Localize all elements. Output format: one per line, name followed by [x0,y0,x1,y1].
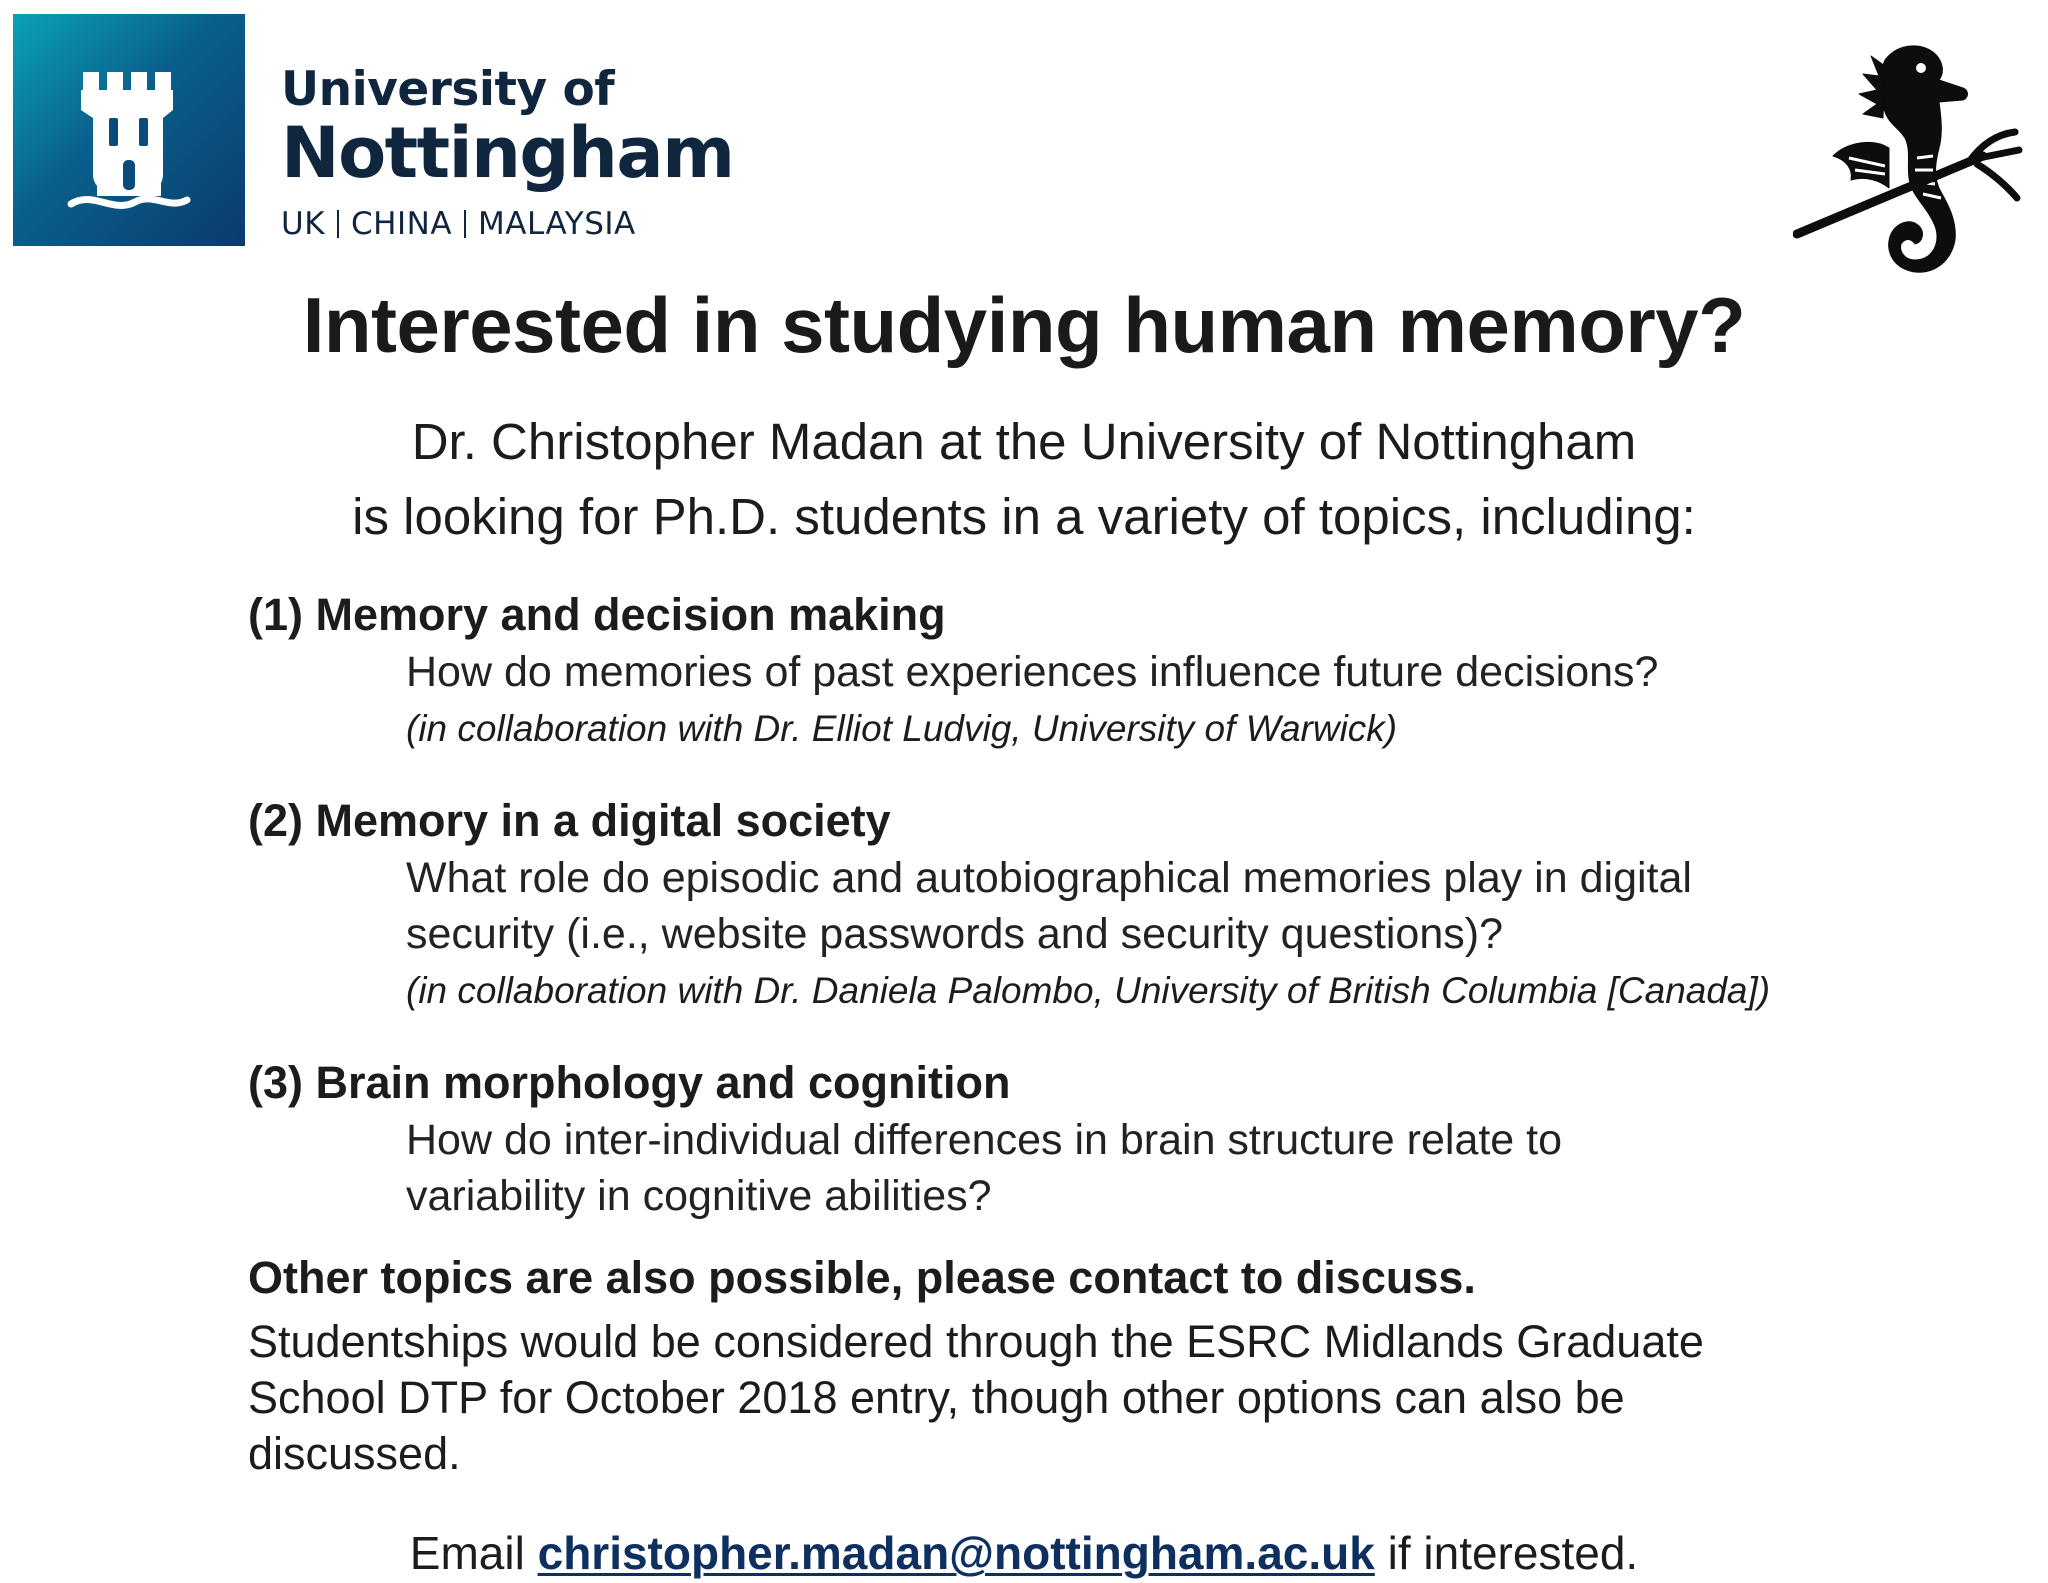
topic-heading: (3) Brain morphology and cognition [248,1057,1011,1108]
topic-list [248,586,2028,1258]
castle-tower-icon [13,14,245,246]
contact-line [0,1525,2048,1581]
topic-description: What role do episodic and autobiographical memories play in digital security (i.e., website passwords and security questions)? [406,854,1692,958]
wordmark-nottingham: Nottingham [281,112,734,194]
wordmark-university-of: University of [281,62,615,117]
contact-suffix: if interested. [1387,1527,1639,1579]
campus-list [281,204,734,244]
university-crest-logo [13,14,245,246]
other-topics-heading: Other topics are also possible, please contact to discuss. [248,1252,1476,1303]
topic-heading: (2) Memory in a digital society [248,795,891,846]
studentship-note: Studentships would be considered through the ESRC Midlands Graduate School DTP for October 2018 entry, though other options can also be discussed. [248,1316,1704,1479]
seahorse-emblem [1793,38,2023,318]
other-topics-section [248,1248,1808,1482]
email-link[interactable]: christopher.madan@nottingham.ac.uk [537,1527,1375,1579]
contact-prefix: Email [409,1527,525,1579]
topic-item [248,792,2028,1020]
page-title: Interested in studying human memory? [302,281,1746,369]
campus-china: CHINA [351,206,453,242]
topic-item [248,586,2028,758]
topic-description: How do inter-individual differences in brain structure relate to variability in cognitive abilities? [406,1116,1563,1220]
campus-separator [464,210,466,238]
seahorse-trident-icon [1793,38,2023,318]
topic-collaboration: (in collaboration with Dr. Daniela Palombo, University of British Columbia [Canada]) [406,970,1771,1011]
topic-heading: (1) Memory and decision making [248,589,946,640]
topic-item [248,1054,2028,1224]
intro-line-1: Dr. Christopher Madan at the University of Nottingham [411,413,1637,470]
intro-text [0,404,2048,554]
campus-malaysia: MALAYSIA [478,206,636,242]
campus-separator [337,210,339,238]
topic-collaboration: (in collaboration with Dr. Elliot Ludvig, University of Warwick) [406,708,1398,749]
topic-description: How do memories of past experiences influence future decisions? [406,648,1659,696]
campus-uk: UK [281,206,326,242]
intro-line-2: is looking for Ph.D. students in a variety of topics, including: [352,488,1696,545]
university-wordmark [281,62,734,244]
